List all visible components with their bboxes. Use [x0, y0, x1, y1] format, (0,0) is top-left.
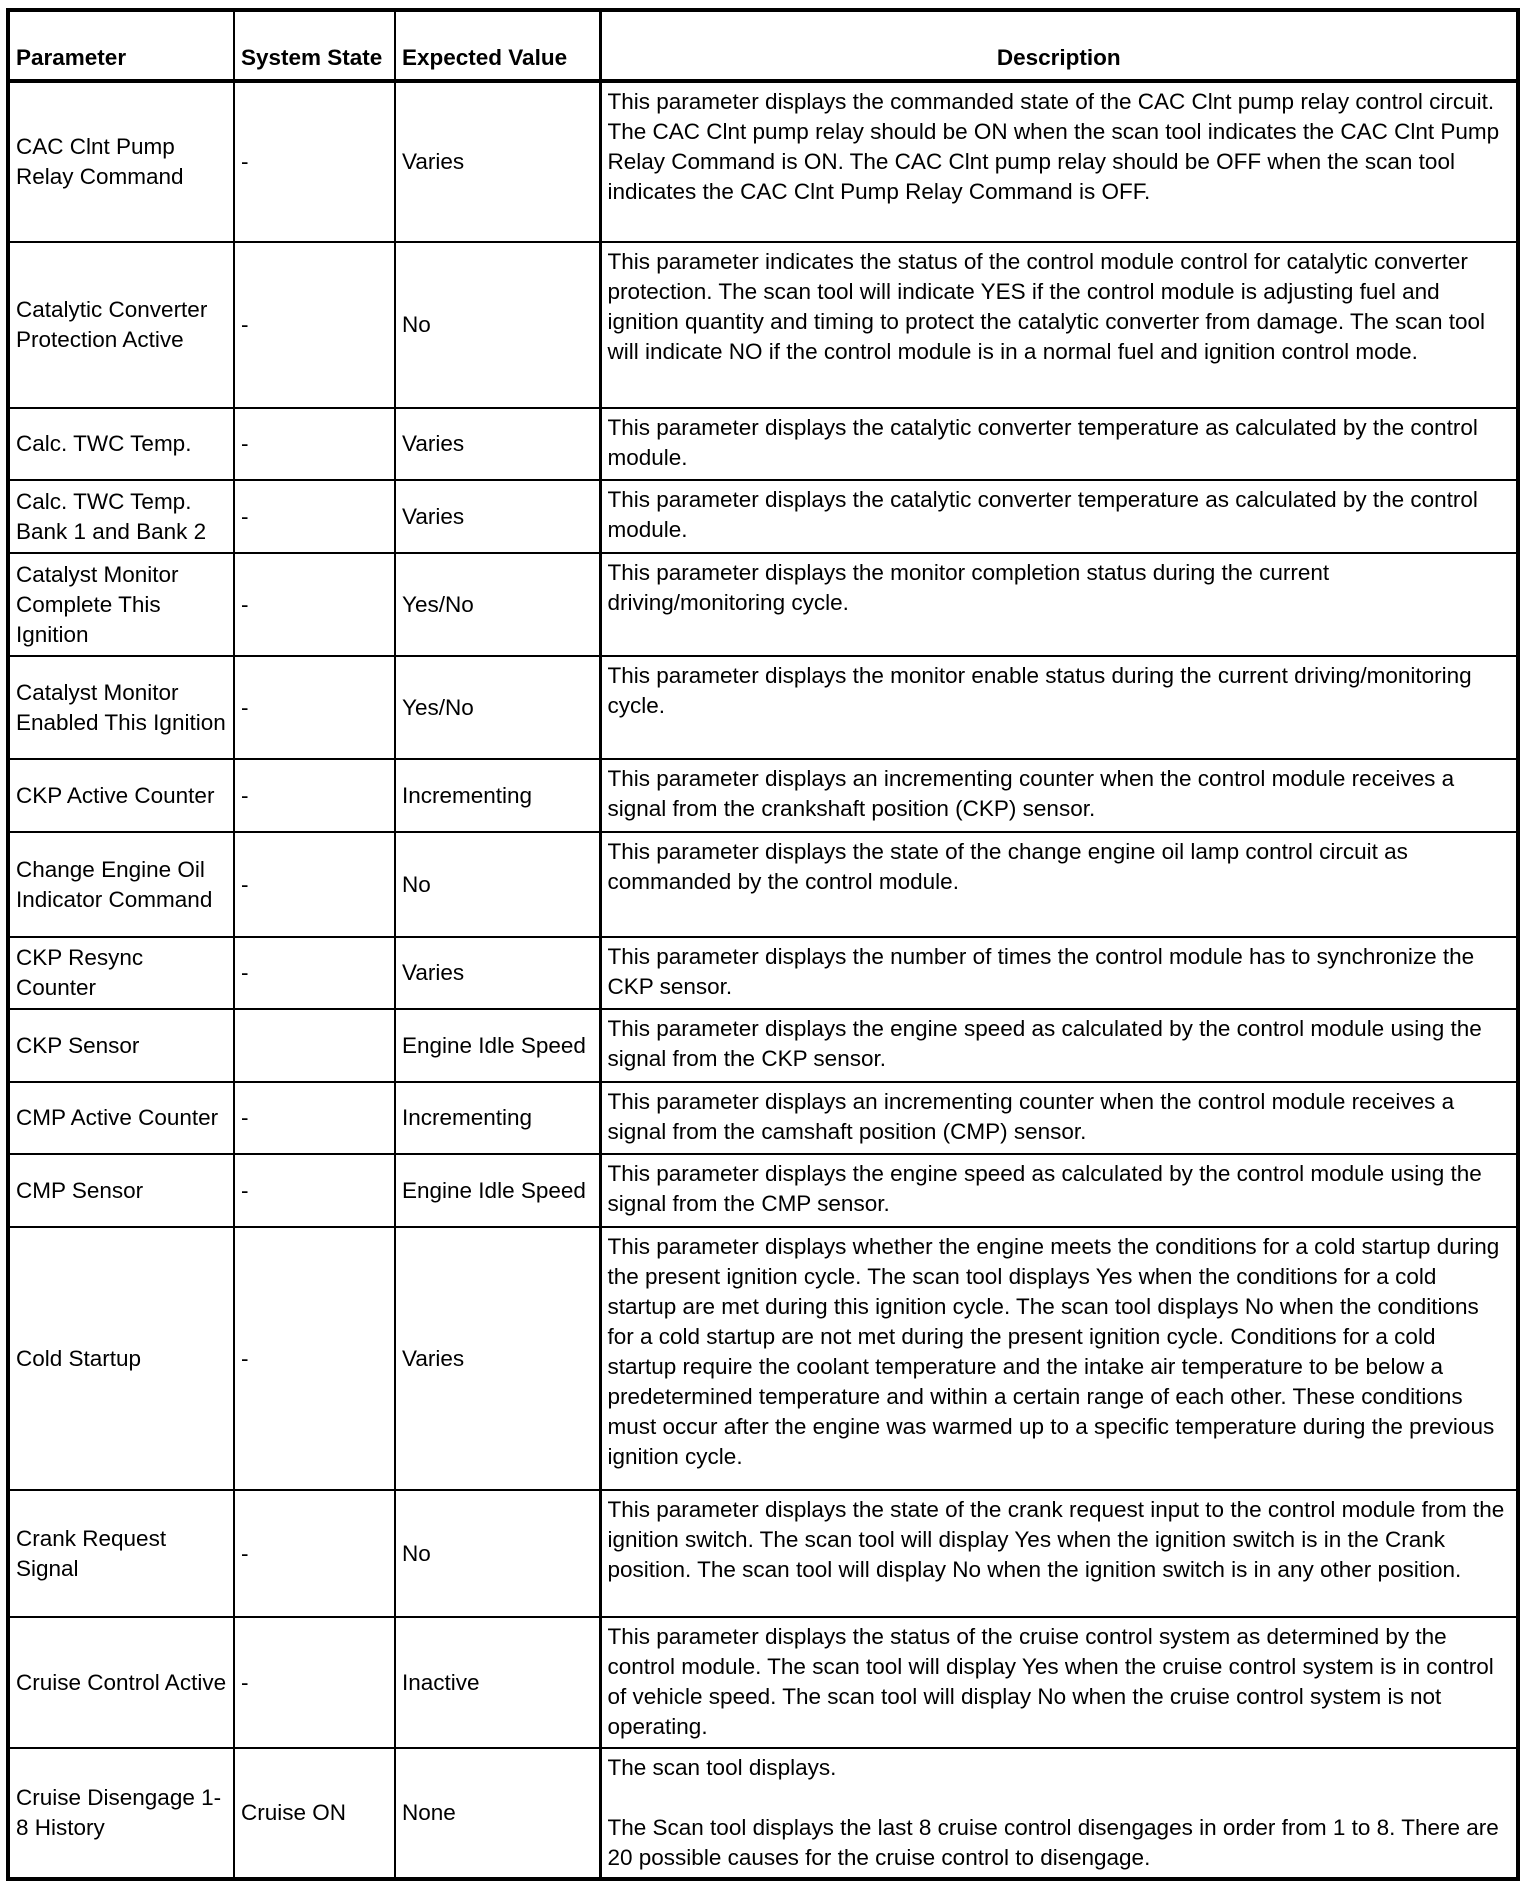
description-text: This parameter displays the engine speed as calculated by the control module using the signal from the CKP sensor. — [607, 1016, 1482, 1071]
table-row — [8, 81, 1518, 242]
description-text: This parameter displays the catalytic converter temperature as calculated by the control module. — [607, 487, 1478, 542]
description-text: The scan tool displays. — [607, 1755, 837, 1780]
system-state-cell: Cruise ON — [234, 1748, 395, 1879]
table-row — [8, 656, 1518, 759]
table-row — [8, 480, 1518, 553]
description-cell — [600, 480, 1518, 553]
system-state-cell: - — [234, 480, 395, 553]
description-text: This parameter displays the state of the change engine oil lamp control circuit as commanded by the control module. — [607, 839, 1408, 894]
description-text: This parameter displays the monitor completion status during the current driving/monitoring cycle. — [607, 560, 1330, 615]
parameter-table — [6, 8, 1520, 1881]
parameter-cell: CKP Resync Counter — [8, 937, 234, 1009]
header-description: Description — [600, 10, 1518, 81]
parameter-cell: Cruise Disengage 1-8 History — [8, 1748, 234, 1879]
parameter-cell: Catalyst Monitor Complete This Ignition — [8, 553, 234, 656]
parameter-cell: Cruise Control Active — [8, 1617, 234, 1748]
expected-value-cell: Incrementing — [395, 1082, 600, 1154]
system-state-cell: - — [234, 242, 395, 408]
parameter-cell: CKP Sensor — [8, 1009, 234, 1082]
system-state-cell: - — [234, 832, 395, 937]
expected-value-cell: Varies — [395, 81, 600, 242]
description-cell — [600, 408, 1518, 480]
expected-value-cell: No — [395, 832, 600, 937]
description-cell — [600, 759, 1518, 832]
expected-value-cell: Engine Idle Speed — [395, 1009, 600, 1082]
parameter-cell: Calc. TWC Temp. — [8, 408, 234, 480]
table-row — [8, 1009, 1518, 1082]
description-cell — [600, 1748, 1518, 1879]
description-cell — [600, 1009, 1518, 1082]
expected-value-cell: Inactive — [395, 1617, 600, 1748]
system-state-cell: - — [234, 759, 395, 832]
table-row — [8, 1490, 1518, 1617]
description-cell — [600, 242, 1518, 408]
description-text: This parameter displays an incrementing counter when the control module receives a signal from the camshaft position (CMP) sensor. — [607, 1089, 1455, 1144]
description-text: This parameter displays the engine speed as calculated by the control module using the signal from the CMP sensor. — [607, 1161, 1482, 1216]
table-row — [8, 408, 1518, 480]
system-state-cell: - — [234, 408, 395, 480]
description-text: This parameter displays an incrementing counter when the control module receives a signal from the crankshaft position (CKP) sensor. — [607, 766, 1455, 821]
expected-value-cell: Varies — [395, 937, 600, 1009]
expected-value-cell: Engine Idle Speed — [395, 1154, 600, 1227]
expected-value-cell: Incrementing — [395, 759, 600, 832]
parameter-cell: CMP Sensor — [8, 1154, 234, 1227]
description-text: The Scan tool displays the last 8 cruise control disengages in order from 1 to 8. There are 20 possible causes for the cruise control to disengage. — [607, 1815, 1499, 1870]
parameter-cell: Catalyst Monitor Enabled This Ignition — [8, 656, 234, 759]
description-text: This parameter displays the status of the cruise control system as determined by the control module. The scan tool will display Yes when the cruise control system is in control of vehicle speed. The scan tool will display No when the cruise control system is not operating. — [607, 1624, 1494, 1739]
system-state-cell — [234, 1009, 395, 1082]
description-cell — [600, 1490, 1518, 1617]
description-text: This parameter displays the monitor enable status during the current driving/monitoring cycle. — [607, 663, 1472, 718]
table-row — [8, 1082, 1518, 1154]
description-text: This parameter displays whether the engine meets the conditions for a cold startup during the present ignition cycle. The scan tool displays Yes when the conditions for a cold startup are met during this ignition cycle. The scan tool displays No when the conditions for a cold startup are not met during the present ignition cycle. Conditions for a cold startup require the coolant temperature and the intake air temperature to be below a predetermined temperature and within a certain range of each other. These conditions must occur after the engine was warmed up to a specific temperature during the previous ignition cycle. — [607, 1234, 1500, 1469]
header-row — [8, 10, 1518, 81]
expected-value-cell: No — [395, 242, 600, 408]
system-state-cell: - — [234, 1227, 395, 1490]
table-row — [8, 1227, 1518, 1490]
parameter-cell: CAC Clnt Pump Relay Command — [8, 81, 234, 242]
expected-value-cell: Yes/No — [395, 656, 600, 759]
system-state-cell: - — [234, 1082, 395, 1154]
table-row — [8, 242, 1518, 408]
description-cell — [600, 937, 1518, 1009]
description-cell — [600, 832, 1518, 937]
expected-value-cell: Yes/No — [395, 553, 600, 656]
table-row — [8, 832, 1518, 937]
parameter-cell: CMP Active Counter — [8, 1082, 234, 1154]
system-state-cell: - — [234, 937, 395, 1009]
system-state-cell: - — [234, 81, 395, 242]
table-row — [8, 759, 1518, 832]
system-state-cell: - — [234, 1617, 395, 1748]
description-cell — [600, 81, 1518, 242]
expected-value-cell: Varies — [395, 1227, 600, 1490]
table-row — [8, 553, 1518, 656]
description-cell — [600, 1617, 1518, 1748]
parameter-cell: CKP Active Counter — [8, 759, 234, 832]
system-state-cell: - — [234, 1154, 395, 1227]
description-cell — [600, 553, 1518, 656]
expected-value-cell: Varies — [395, 408, 600, 480]
description-text: This parameter indicates the status of the control module control for catalytic converter protection. The scan tool will indicate YES if the control module is adjusting fuel and ignition quantity and timing to protect the catalytic converter from damage. The scan tool will indicate NO if the control module is in a normal fuel and ignition control mode. — [607, 249, 1486, 364]
description-cell — [600, 1082, 1518, 1154]
header-expected-value: Expected Value — [395, 10, 600, 81]
system-state-cell: - — [234, 656, 395, 759]
header-parameter: Parameter — [8, 10, 234, 81]
description-text: This parameter displays the commanded state of the CAC Clnt pump relay control circuit. The CAC Clnt pump relay should be ON when the scan tool indicates the CAC Clnt Pump Relay Command is ON. The CAC Clnt pump relay should be OFF when the scan tool indicates the CAC Clnt Pump Relay Command is OFF. — [607, 89, 1500, 204]
parameter-cell: Crank Request Signal — [8, 1490, 234, 1617]
table-row — [8, 1154, 1518, 1227]
parameter-cell: Calc. TWC Temp. Bank 1 and Bank 2 — [8, 480, 234, 553]
expected-value-cell: Varies — [395, 480, 600, 553]
description-cell — [600, 1227, 1518, 1490]
description-text: This parameter displays the state of the crank request input to the control module from the ignition switch. The scan tool will display Yes when the ignition switch is in the Crank position. The scan tool will display No when the ignition switch is in any other position. — [607, 1497, 1505, 1582]
description-cell — [600, 656, 1518, 759]
description-text: This parameter displays the catalytic converter temperature as calculated by the control module. — [607, 415, 1478, 470]
parameter-cell: Catalytic Converter Protection Active — [8, 242, 234, 408]
table-row — [8, 1748, 1518, 1879]
description-text: This parameter displays the number of times the control module has to synchronize the CKP sensor. — [607, 944, 1475, 999]
system-state-cell: - — [234, 553, 395, 656]
expected-value-cell: No — [395, 1490, 600, 1617]
description-cell — [600, 1154, 1518, 1227]
header-system-state: System State — [234, 10, 395, 81]
parameter-cell: Change Engine Oil Indicator Command — [8, 832, 234, 937]
system-state-cell: - — [234, 1490, 395, 1617]
parameter-cell: Cold Startup — [8, 1227, 234, 1490]
table-row — [8, 937, 1518, 1009]
expected-value-cell: None — [395, 1748, 600, 1879]
table-row — [8, 1617, 1518, 1748]
